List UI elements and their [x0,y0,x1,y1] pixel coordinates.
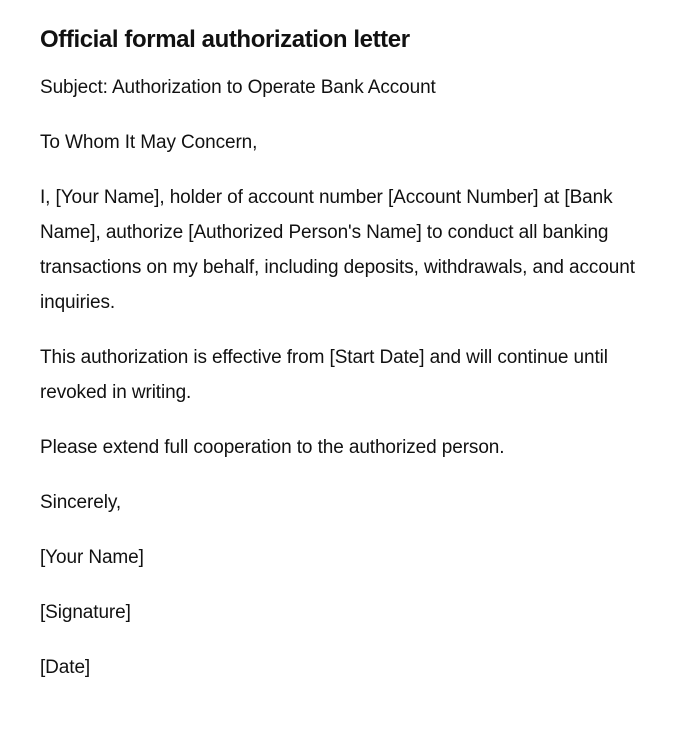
body-paragraph-effective-date: This authorization is effective from [Start Date] and will continue until revoked in writing. [40,347,608,403]
signer-name: [Your Name] [40,547,144,568]
date-line: [Date] [40,657,91,678]
body-paragraph-authorization: I, [Your Name], holder of account number [Account Number] at [Bank Name], authorize [Authorized Person's Name] to conduct all banking transactions on my behalf, including deposits, withdrawals, and account inquiries. [40,187,635,313]
closing: Sincerely, [40,492,122,513]
signature-line: [Signature] [40,602,131,623]
body-paragraph-cooperation: Please extend full cooperation to the authorized person. [40,437,505,458]
subject-line: Subject: Authorization to Operate Bank Account [40,77,436,98]
letter-title: Official formal authorization letter [40,26,410,53]
salutation: To Whom It May Concern, [40,132,258,153]
